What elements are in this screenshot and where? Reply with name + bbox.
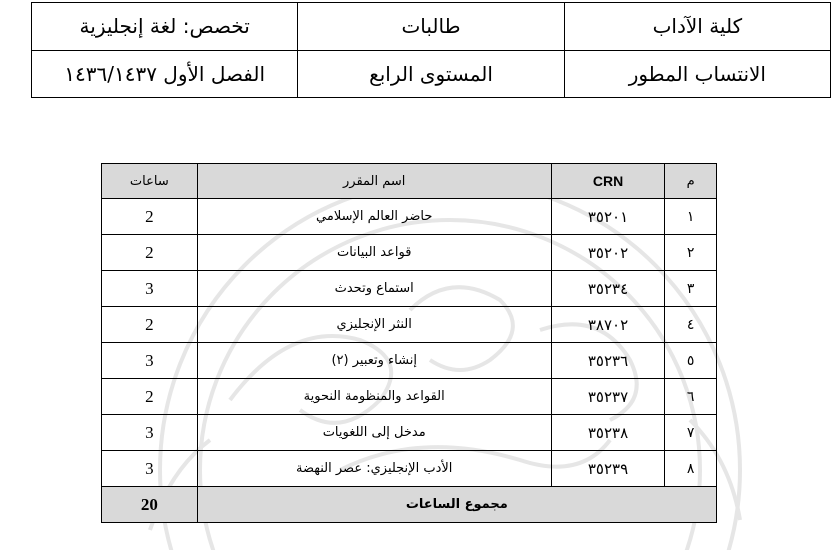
info-table <box>31 2 831 98</box>
row-course-name: الأدب الإنجليزي: عصر النهضة <box>197 451 551 487</box>
gender-cell: طالبات <box>298 3 564 51</box>
row-hours: 2 <box>102 235 198 271</box>
row-hours: 2 <box>102 379 198 415</box>
row-crn: ٣٥٢٣٨ <box>551 415 665 451</box>
row-hours: 3 <box>102 415 198 451</box>
table-row <box>102 199 717 235</box>
table-row <box>102 307 717 343</box>
row-index: ٥ <box>665 343 717 379</box>
row-hours: 3 <box>102 343 198 379</box>
row-crn: ٣٥٢٣٤ <box>551 271 665 307</box>
total-hours-label: مجموع الساعات <box>197 487 716 523</box>
row-crn: ٣٥٢٣٧ <box>551 379 665 415</box>
table-row <box>102 271 717 307</box>
row-index: ٨ <box>665 451 717 487</box>
table-row <box>102 379 717 415</box>
row-crn: ٣٥٢٣٦ <box>551 343 665 379</box>
row-crn: ٣٥٢٣٩ <box>551 451 665 487</box>
table-row <box>102 235 717 271</box>
level-cell: المستوى الرابع <box>298 50 564 98</box>
column-header-hours: ساعات <box>102 164 198 199</box>
total-hours-value: 20 <box>102 487 198 523</box>
major-cell: تخصص: لغة إنجليزية <box>32 3 298 51</box>
row-course-name: إنشاء وتعبير (٢) <box>197 343 551 379</box>
row-crn: ٣٥٢٠٢ <box>551 235 665 271</box>
row-index: ١ <box>665 199 717 235</box>
table-row <box>102 343 717 379</box>
row-hours: 3 <box>102 271 198 307</box>
table-row <box>102 451 717 487</box>
row-course-name: حاضر العالم الإسلامي <box>197 199 551 235</box>
row-hours: 2 <box>102 199 198 235</box>
college-cell: كلية الآداب <box>564 3 830 51</box>
total-row <box>102 487 717 523</box>
row-index: ٧ <box>665 415 717 451</box>
row-crn: ٣٨٧٠٢ <box>551 307 665 343</box>
info-row <box>32 50 831 98</box>
row-course-name: مدخل إلى اللغويات <box>197 415 551 451</box>
row-course-name: قواعد البيانات <box>197 235 551 271</box>
row-index: ٦ <box>665 379 717 415</box>
row-course-name: النثر الإنجليزي <box>197 307 551 343</box>
column-header-course-name: اسم المقرر <box>197 164 551 199</box>
row-crn: ٣٥٢٠١ <box>551 199 665 235</box>
row-hours: 2 <box>102 307 198 343</box>
table-header-row <box>102 164 717 199</box>
row-hours: 3 <box>102 451 198 487</box>
row-course-name: استماع وتحدث <box>197 271 551 307</box>
table-row <box>102 415 717 451</box>
row-index: ٤ <box>665 307 717 343</box>
column-header-index: م <box>665 164 717 199</box>
row-course-name: القواعد والمنظومة النحوية <box>197 379 551 415</box>
courses-table <box>101 163 717 523</box>
program-cell: الانتساب المطور <box>564 50 830 98</box>
row-index: ٣ <box>665 271 717 307</box>
semester-cell: الفصل الأول ١٤٣٦/١٤٣٧ <box>32 50 298 98</box>
info-row <box>32 3 831 51</box>
column-header-crn: CRN <box>551 164 665 199</box>
row-index: ٢ <box>665 235 717 271</box>
